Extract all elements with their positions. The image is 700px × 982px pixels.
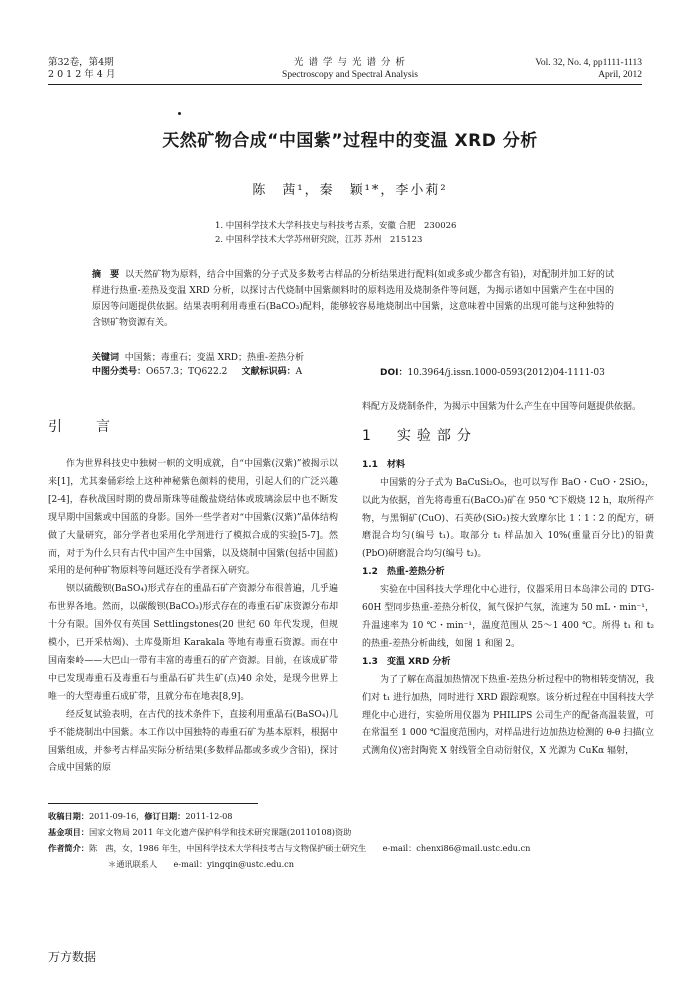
journal-title-cn: 光 谱 学 与 光 谱 分 析	[293, 57, 407, 68]
received-line	[48, 808, 654, 824]
paper-title: 天然矿物合成“中国紫”过程中的变温 XRD 分析	[162, 131, 538, 151]
decorative-dot	[178, 112, 181, 115]
affiliations	[215, 219, 456, 247]
subsection-heading-materials: 1.1 材料	[362, 459, 405, 470]
received-date: 2011-09-16，	[88, 811, 145, 821]
doc-code-value: A	[295, 367, 303, 377]
affiliation-2: 2. 中国科学技术大学苏州研究院，江苏 苏州 215123	[215, 235, 423, 245]
affiliation-1: 1. 中国科学技术大学科技史与科技考古系，安徽 合肥 230026	[215, 221, 457, 231]
abstract-label: 摘 要	[92, 270, 120, 280]
journal-citation	[535, 57, 642, 81]
right-column	[362, 399, 654, 761]
intro-paragraph-1: 作为世界科技史中独树一帜的文明成就，自“中国紫(汉紫)”被揭示以来[1]，尤其秦俑彩绘上这种神秘紫色颜料的使用，引起人们的广泛兴趣[2-4]，春秋战国时期的费昂斯珠等硅酸盐烧结体或玻璃涂层中也不断发现早期中国紫或中国蓝的身影。国外一些学者对“中国紫(汉紫)”晶体结构做了大量研究，部分学者也采用化学剂进行了模拟合成的实验[5-7]。然而，对于为什么只有古代中国产生中国紫，以及烧制中国紫(包括中国蓝)采用的是何种矿物原料等问题还没有学者探入研究。	[48, 459, 338, 577]
doi-value: 10.3964/j.issn.1000-0593(2012)04-1111-03	[407, 368, 605, 378]
clc-value: O657.3；TQ622.2	[146, 367, 228, 377]
thermal-paragraph: 实验在中国科技大学理化中心进行，仪器采用日本岛津公司的 DTG-60H 型同步热重-差热分析仪，氮气保护气氛，流速为 50 mL・min⁻¹，升温速率为 10 ℃・min⁻¹，温度范围从 25～1 400 ℃。所得 t₁ 和 t₂ 的热重-差热分析曲线，如图 1 和图 2。	[362, 585, 654, 649]
doi-label: DOI：	[380, 368, 408, 378]
accepted-label: 修订日期：	[144, 811, 186, 821]
keywords-text: 中国紫；毒重石；变温 XRD；热重-差热分析	[124, 353, 305, 363]
doc-code-label: 文献标识码：	[241, 367, 296, 377]
xrd-paragraph: 为了了解在高温加热情况下热重-差热分析过程中的物相转变情况，我们对 t₁ 进行加热，同时进行 XRD 跟踪观察。该分析过程在中国科技大学理化中心进行，实验所用仪器为 PHILIPS 公司生产的配备高温装置，可在常温至 1 000 ℃温度范围内，对样品进行边加热边检测的 θ-θ 扫描(立式测角仪)密封陶瓷 X 射线管全自动衍射仪，X 光源为 CuKα 辐射，	[362, 674, 654, 757]
abstract-text: 以天然矿物为原料，结合中国紫的分子式及多数考古样品的分析结果进行配料(如或多或少都含有铅)，对配制并加工好的试样进行热重-差热及变温 XRD 分析，以探讨古代烧制中国紫颜料时的原料选用及烧制条件等问题，为揭示诸如中国紫产生在中国的原因等问题提供依据。结果表明利用毒重石(BaCO₃)配料，能够较容易地烧制出中国紫，这意味着中国紫的出现可能与这种独特的含钡矿物资源有关。	[92, 270, 614, 328]
keywords-label: 关键词	[92, 353, 120, 363]
fund-label: 基金项目：	[48, 827, 89, 837]
materials-paragraph: 中国紫的分子式为 BaCuSi₂O₆，也可以写作 BaO・CuO・2SiO₂，以此为依据，首先将毒重石(BaCO₃)矿在 950 ℃下煅烧 12 h，取所得产物，与黑铜矿(CuO)、石英砂(SiO₂)按大致摩尔比 1∶1∶2 的配方，研磨混合均匀(编号 t₁)。取部分 t₁ 样品加入 10%(重量百分比)的铅黄(PbO)研磨混合均匀(编号 t₂)。	[362, 477, 654, 560]
corresponding-line: ＊通讯联系人 e-mail：yingqin@ustc.edu.cn	[108, 859, 295, 869]
fund-text: 国家文物局 2011 年文化遗产保护科学和技术研究课题(20110108)资助	[88, 827, 352, 837]
bio-text: 陈 茜，女，1986 年生，中国科学技术大学科技考古与文物保护硕士研究生 e-mail：chenxi86@mail.ustc.edu.cn	[88, 843, 531, 853]
paper-authors: 陈 茜¹，秦 颖¹*，李小莉²	[252, 183, 448, 198]
citation-text: Vol. 32, No. 4, pp1111-1113	[535, 58, 642, 68]
citation-date: April, 2012	[598, 70, 642, 80]
footnote-rule	[48, 803, 258, 804]
date-text: 2 0 1 2 年 4 月	[48, 69, 116, 80]
intro-continuation: 料配方及烧制条件，为揭示中国紫为什么产生在中国等问题提供依据。	[362, 402, 642, 412]
subsection-heading-thermal: 1.2 热重-差热分析	[362, 567, 445, 578]
fund-line	[48, 824, 654, 840]
subsection-heading-xrd: 1.3 变温 XRD 分析	[362, 656, 451, 667]
doi-line	[380, 365, 605, 378]
section-heading-experimental: 1 实验部分	[362, 427, 477, 444]
journal-title-en: Spectroscopy and Spectral Analysis	[282, 70, 418, 80]
intro-paragraph-3: 经反复试验表明，在古代的技术条件下，直接利用重晶石(BaSO₄)几乎不能烧制出中国紫。本工作以中国独特的毒重石矿为基本原料，根据中国紫组成，并参考古样品实际分析结果(多数样品都或多或少含铅)，探讨合成中国紫的原	[48, 709, 338, 774]
intro-paragraph-2: 钡以硫酸钡(BaSO₄)形式存在的重晶石矿产资源分布很普遍，几乎遍布世界各地。然而，以碳酸钡(BaCO₃)形式存在的毒重石矿床资源分布却十分有限。国外仅有英国 Settlingstones(20 世纪 60 年代发现，但规模小，已开采枯竭)、土库曼斯坦 Karakala 等地有毒重石资源。而在中国南秦岭——大巴山一带有丰富的毒重石的矿产资源。目前，在该成矿带中已发现毒重石及毒重石与重晶石矿共生矿(点)40 余处，是现今世界上唯一的大型毒重石成矿带，且就分布在地表[8,9]。	[48, 584, 338, 702]
accepted-date: 2011-12-08	[185, 811, 233, 821]
bio-label: 作者简介：	[48, 843, 89, 853]
bio-line	[48, 840, 654, 856]
wanfang-watermark: 万方数据	[48, 950, 97, 964]
clc-label: 中图分类号：	[92, 367, 147, 377]
header-rule	[48, 84, 642, 85]
abstract	[92, 267, 614, 331]
footnotes	[48, 808, 654, 872]
volume-issue-text: 第32卷，第4期	[48, 57, 114, 68]
left-column	[48, 456, 338, 778]
received-label: 收稿日期：	[48, 811, 89, 821]
intro-heading: 引 言	[48, 419, 120, 435]
